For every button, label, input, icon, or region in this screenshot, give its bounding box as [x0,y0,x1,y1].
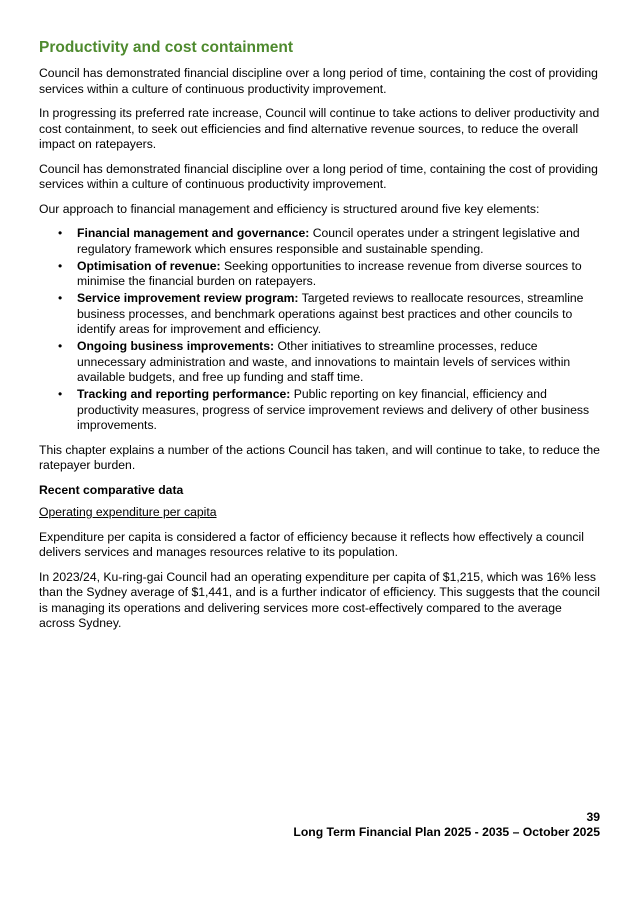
list-item [58,291,601,338]
list-item-title: Service improvement review program: [77,291,299,305]
list-item-title: Tracking and reporting performance: [77,387,291,401]
list-item [58,226,601,257]
list-item [58,258,601,290]
paragraph: Council has demonstrated financial discipline over a long period of time, containing the cost of providing services within a culture of continuous productivity improvement. [39,161,598,191]
list-item [58,387,601,434]
list-item [58,339,601,386]
list-item-title: Ongoing business improvements: [77,339,275,353]
underlined-heading: Operating expenditure per capita [39,505,217,519]
document-title: Long Term Financial Plan 2025 - 2035 – October 2025 [293,825,600,839]
bullet-icon: • [58,387,63,401]
list-item-text: Council operates under a stringent legislative and regulatory framework which ensures responsible and sustainable spending. [77,226,580,256]
subheading: Recent comparative data [39,482,184,497]
paragraph: In 2023/24, Ku-ring-gai Council had an operating expenditure per capita of $1,215, which was 16% less than the Sydney average of $1,441, and is a further indicator of efficiency. This suggests that the council is managing its operations and delivering services more cost-effectively compared to the average across Sydney. [39,569,600,630]
key-elements-list [39,226,601,434]
page-content [39,38,601,641]
bullet-icon: • [58,258,63,273]
paragraph: In progressing its preferred rate increase, Council will continue to take actions to deliver productivity and cost containment, to seek out efficiencies and find alternative revenue sources, to reduce the overall impact on ratepayers. [39,106,600,151]
paragraph: Our approach to financial management and efficiency is structured around five key elements: [39,201,540,216]
bullet-icon: • [58,339,63,353]
list-item-title: Financial management and governance: [77,226,310,240]
bullet-icon: • [58,291,63,305]
page-footer [293,810,600,840]
bullet-icon: • [58,226,63,240]
list-item-text: Targeted reviews to reallocate resources, streamline business processes, and benchmark operations against best practices and other councils to identify areas for improvement and efficiency. [77,291,584,336]
paragraph: This chapter explains a number of the actions Council has taken, and will continue to take, to reduce the ratepayer burden. [39,442,600,472]
list-item-title: Optimisation of revenue: [77,258,221,273]
list-item-text: Other initiatives to streamline processes, reduce unnecessary administration and waste, and innovations to maintain levels of services within available budgets, and free up funding and staff time. [77,339,571,384]
list-item-text: Public reporting on key financial, efficiency and productivity measures, progress of service improvement reviews and delivery of other business improvements. [77,387,590,432]
paragraph: Council has demonstrated financial discipline over a long period of time, containing the cost of providing services within a culture of continuous productivity improvement. [39,66,598,96]
section-heading: Productivity and cost containment [39,39,294,56]
page-number: 39 [586,810,600,824]
list-item-text: Seeking opportunities to increase revenue from diverse sources to minimise the financial burden on ratepayers. [77,258,582,288]
paragraph: Expenditure per capita is considered a factor of efficiency because it reflects how effectively a council delivers services and manages resources relative to its population. [39,529,584,559]
